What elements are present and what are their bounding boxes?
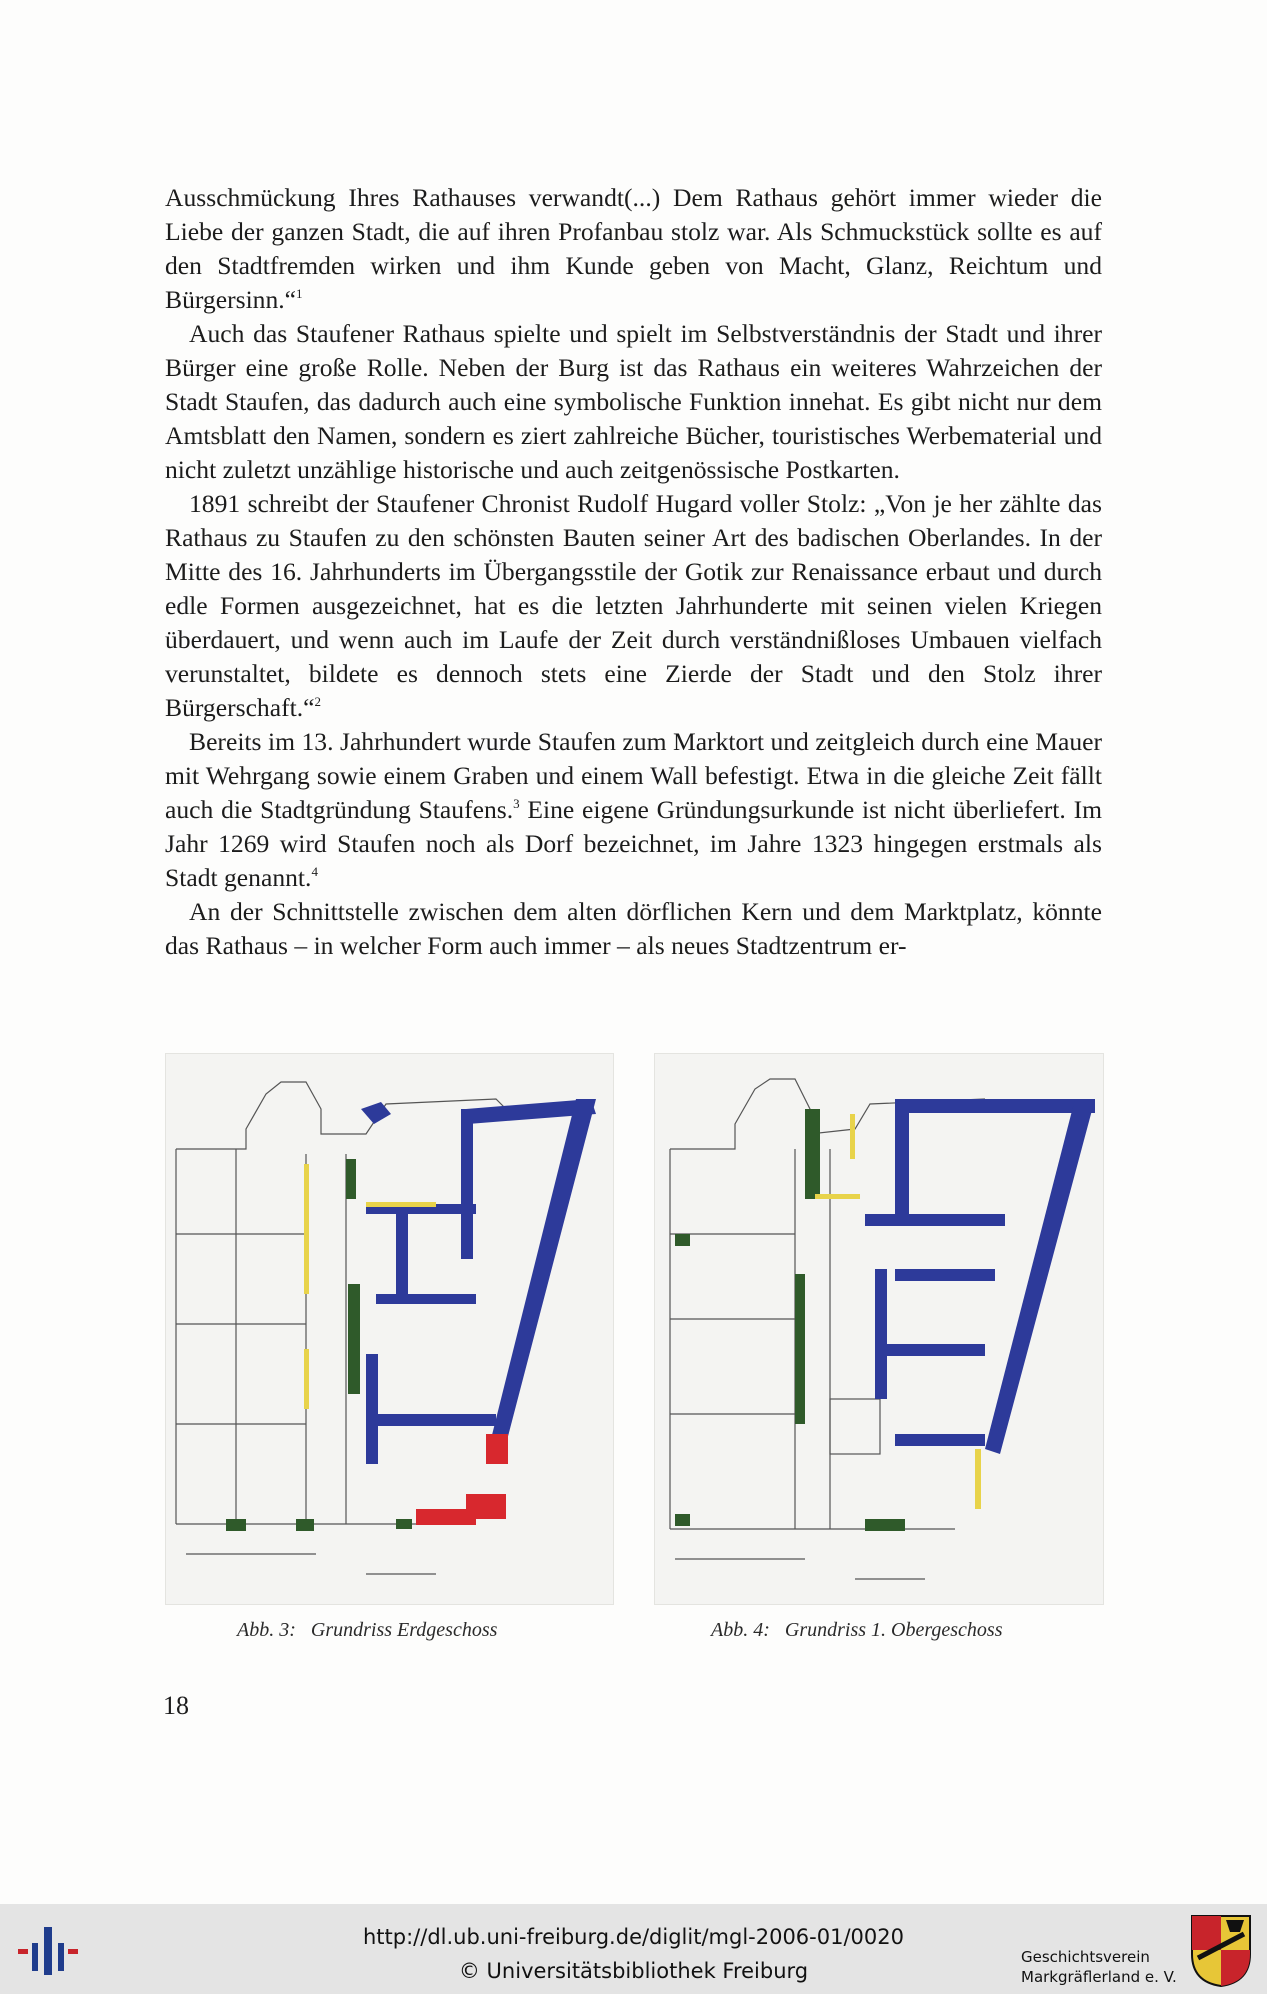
paragraph: 1891 schreibt der Staufener Chronist Rudolf Hugard voller Stolz: „Von je her zählte das Rathaus zu Staufen zu den schönsten Bauten seiner Art des badischen Oberlandes. In der Mitte des 16. Jahrhunderts im Übergangsstile der Gotik zur Renaissance erbaut und durch edle Formen ausgezeichnet, hat es die letzten Jahrhunderte mit seinen vielen Kriegen überdauert, und wenn auch im Laufe der Zeit durch verständnißloses Umbauen vielfach verunstaltet, bildete es dennoch stets eine Zierde der Stadt und den Stolz ihrer Bürgerschaft.“$^2$ — [165, 489, 1102, 722]
walls-green — [675, 1109, 905, 1531]
figure-number: Abb. 3: — [237, 1619, 296, 1641]
walls-blue — [865, 1099, 1095, 1454]
footer-bar — [0, 1904, 1267, 1994]
paragraph: Ausschmückung Ihres Rathauses verwandt(...) Dem Rathaus gehört immer wieder die Liebe der ganzen Stadt, die auf ihren Profanbau stolz war. Als Schmuckstück sollte es auf den Stadtfremden wirken und ihm Kunde geben von Macht, Glanz, Reichtum und Bürgersinn.“$^1$ — [165, 183, 1102, 314]
copyright-notice: © Universitätsbibliothek Freiburg — [458, 1959, 809, 1983]
walls-red — [416, 1434, 508, 1525]
document-url-link[interactable]: http://dl.ub.uni-freiburg.de/diglit/mgl-2006-01/0020 — [362, 1925, 904, 1949]
figure-title: Grundriss 1. Obergeschoss — [784, 1619, 1003, 1641]
floor-plan-first-floor — [654, 1053, 1104, 1605]
figure-title: Grundriss Erdgeschoss — [310, 1619, 498, 1641]
figure-caption — [711, 1619, 1003, 1642]
paragraph: Bereits im 13. Jahrhundert wurde Staufen zum Marktort und zeitgleich durch eine Mauer mit Wehrgang sowie einem Graben und einem Wall befestigt. Etwa in die gleiche Zeit fällt auch die Stadtgründung Staufens.$^3$ Eine eigene Gründungsurkunde ist nicht überliefert. Im Jahr 1269 wird Staufen noch als Dorf bezeichnet, im Jahre 1323 hingegen erstmals als Stadt genannt.$^4$ — [165, 727, 1102, 892]
floor-plan-ground-floor — [165, 1053, 614, 1605]
body-text — [165, 181, 1102, 963]
coat-of-arms-icon — [1190, 1914, 1252, 1988]
page-number: 18 — [163, 1691, 189, 1720]
footnote-ref[interactable]: 2 — [314, 694, 321, 709]
figure-caption — [237, 1619, 497, 1642]
footnote-ref[interactable]: 1 — [296, 286, 303, 301]
society-name: Geschichtsverein Markgräflerland e. V. — [1021, 1948, 1177, 1986]
figure-number: Abb. 4: — [711, 1619, 770, 1641]
paragraph: Auch das Staufener Rathaus spielte und spielt im Selbstverständnis der Stadt und ihrer Bürger eine große Rolle. Neben der Burg ist das Rathaus ein weiteres Wahrzeichen der Stadt Staufen, das dadurch auch eine symbolische Funktion innehat. Es gibt nicht nur dem Amtsblatt den Namen, sondern es ziert zahlreiche Bücher, touristisches Werbematerial und nicht zuletzt unzählige historische und auch zeitgenössische Postkarten. — [165, 319, 1102, 484]
footnote-ref[interactable]: 4 — [311, 864, 318, 879]
footnote-ref[interactable]: 3 — [513, 796, 520, 811]
walls-blue — [361, 1099, 596, 1464]
paragraph: An der Schnittstelle zwischen dem alten dörflichen Kern und dem Marktplatz, könnte das Rathaus – in welcher Form auch immer – als neues Stadtzentrum er- — [165, 897, 1102, 960]
floor-plan-drawing — [655, 1054, 1103, 1604]
floor-plan-drawing — [166, 1054, 613, 1604]
